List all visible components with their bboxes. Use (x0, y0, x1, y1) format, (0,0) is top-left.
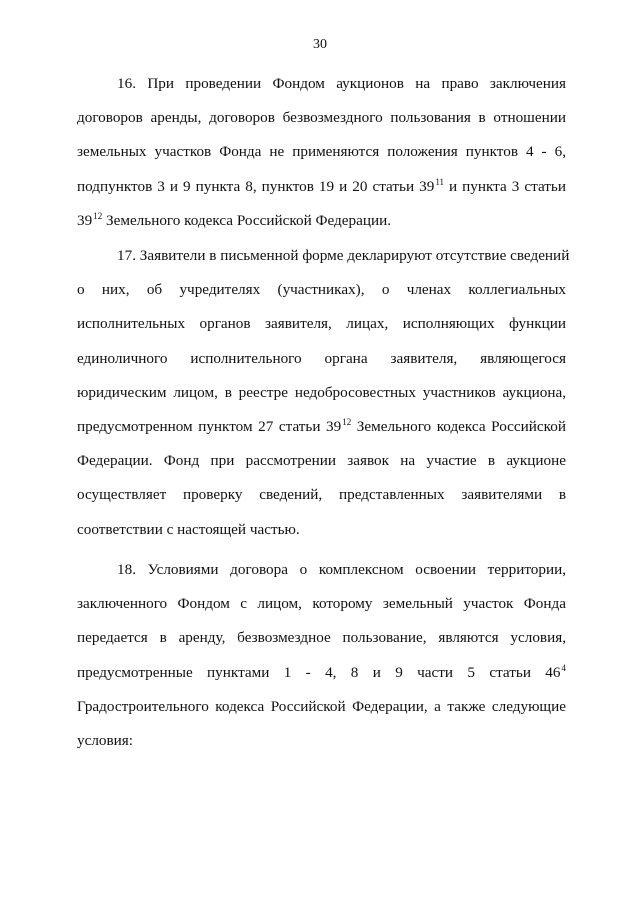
paragraph-line (77, 170, 566, 204)
text-run: Земельного кодекса Российской (351, 417, 566, 435)
text-run: и пункта 3 статьи (443, 177, 566, 195)
paragraph-line (77, 410, 566, 444)
text-run: 39 (77, 211, 93, 229)
superscript-number: 4 (561, 662, 566, 673)
paragraph-line: единоличного исполнительного органа заявителя, являющегося (77, 349, 566, 367)
paragraph-16 (77, 67, 566, 238)
paragraph-line (77, 204, 566, 238)
paragraph-line: заключенного Фондом с лицом, которому земельный участок Фонда (77, 595, 566, 613)
paragraph-line (77, 656, 566, 690)
paragraph-line: о них, об учредителях (участниках), о членах коллегиальных (77, 281, 566, 299)
paragraph-line: 16. При проведении Фондом аукционов на право заключения (117, 75, 566, 92)
paragraph-line: юридическим лицом, в реестре недобросовестных участников аукциона, (77, 383, 566, 401)
text-run: предусмотренные пунктами 1 - 4, 8 и 9 части 5 статьи 46 (77, 663, 561, 681)
superscript-number: 12 (93, 210, 103, 221)
paragraph-line: условия: (77, 731, 134, 749)
page-number: 30 (313, 37, 327, 52)
paragraph-line: земельных участков Фонда не применяются положения пунктов 4 - 6, (77, 143, 566, 161)
paragraph-line: исполнительных органов заявителя, лицах, исполняющих функции (77, 315, 566, 333)
superscript-number: 11 (435, 176, 444, 187)
paragraph-line: передается в аренду, безвозмездное пользование, являются условия, (77, 629, 566, 647)
paragraph-line: 18. Условиями договора о комплексном освоении территории, (117, 561, 566, 578)
paragraph-line: осуществляет проверку сведений, представленных заявителями в (77, 486, 566, 504)
paragraph-17 (77, 239, 570, 547)
paragraph-line: Федерации. Фонд при рассмотрении заявок на участие в аукционе (77, 452, 566, 470)
paragraph-line: 17. Заявители в письменной форме декларируют отсутствие сведений (117, 247, 570, 264)
paragraph-line: Градостроительного кодекса Российской Федерации, а также следующие (77, 697, 566, 715)
paragraph-18 (77, 553, 566, 758)
text-run: предусмотренном пунктом 27 статьи 39 (77, 417, 342, 435)
text-run: подпунктов 3 и 9 пункта 8, пунктов 19 и 20 статьи 39 (77, 177, 435, 195)
paragraph-line: соответствии с настоящей частью. (77, 520, 300, 538)
superscript-number: 12 (342, 416, 352, 427)
paragraph-line: договоров аренды, договоров безвозмездного пользования в отношении (77, 109, 566, 127)
text-run: Земельного кодекса Российской Федерации. (102, 211, 392, 229)
